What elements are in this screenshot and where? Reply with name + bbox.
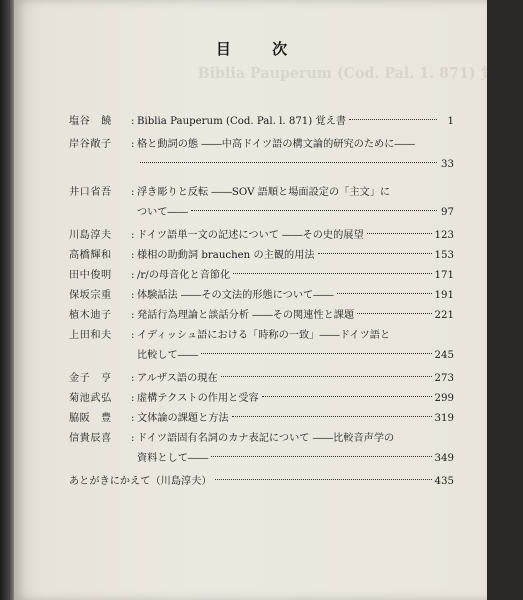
toc-entry	[69, 389, 454, 409]
toc-entry	[69, 135, 454, 175]
toc-colon: :	[131, 310, 135, 321]
toc-title: イディッシュ語における「時称の一致」――ドイツ語と	[137, 330, 391, 341]
toc-entry	[69, 112, 454, 132]
toc-entry	[69, 326, 454, 366]
toc-author: 岸谷敞子	[69, 139, 112, 150]
toc-colon: :	[131, 230, 135, 241]
toc-title: 発話行為理論と談話分析 ――その関連性と課題	[137, 310, 355, 321]
toc-page-number: 97	[441, 207, 454, 218]
toc-title: あとがきにかえて（川島淳夫）	[69, 476, 212, 487]
toc-line	[69, 472, 454, 492]
toc-title: 虚構テクストの作用と受容	[137, 393, 259, 404]
toc-line	[69, 429, 454, 449]
toc-page-number: 153	[434, 250, 454, 261]
dot-leader	[201, 353, 431, 354]
toc-line	[69, 306, 454, 326]
toc-colon: :	[131, 330, 135, 341]
toc-line	[69, 226, 454, 246]
toc-line	[69, 135, 454, 155]
dot-leader	[262, 396, 432, 397]
toc-line	[69, 112, 454, 132]
toc-title: アルザス語の現在	[137, 373, 218, 384]
toc-author: 井口省吾	[69, 187, 112, 198]
toc-page-number: 349	[434, 453, 454, 464]
toc-entry	[69, 183, 454, 223]
toc-line	[69, 183, 454, 203]
toc-author: 金子 亨	[69, 373, 112, 384]
toc-page-number: 33	[441, 159, 454, 170]
toc-page-number: 319	[434, 413, 454, 424]
dot-leader	[211, 456, 431, 457]
toc-line	[69, 203, 454, 223]
toc-title: ついて――	[137, 207, 188, 218]
table-of-contents	[69, 112, 454, 492]
toc-title: 格と動詞の態 ――中高ドイツ語の構文論的研究のために――	[137, 139, 415, 150]
toc-title: 文体論の課題と方法	[137, 413, 229, 424]
dot-leader	[215, 479, 432, 480]
toc-page-number: 1	[447, 116, 454, 127]
toc-entry	[69, 369, 454, 389]
toc-entry	[69, 246, 454, 266]
toc-colon: :	[131, 373, 135, 384]
toc-colon: :	[131, 393, 135, 404]
toc-entry	[69, 286, 454, 306]
dot-leader	[349, 119, 437, 120]
toc-entry	[69, 409, 454, 429]
toc-entry	[69, 226, 454, 246]
toc-title: 浮き彫りと反転 ――SOV 語順と場面設定の「主文」に	[137, 187, 391, 198]
toc-title: ドイツ語単一文の記述について ――その史的展望	[137, 230, 364, 241]
toc-page-number: 191	[434, 290, 454, 301]
toc-colon: :	[131, 413, 135, 424]
dot-leader	[357, 313, 431, 314]
dot-leader	[191, 210, 437, 211]
toc-entry	[69, 429, 454, 469]
toc-title: Biblia Pauperum (Cod. Pal. l. 871) 覚え書	[137, 116, 347, 127]
toc-author: 脇阪 豊	[69, 413, 112, 424]
toc-colon: :	[131, 433, 135, 444]
toc-colon: :	[131, 187, 135, 198]
dot-leader	[318, 253, 432, 254]
toc-colon: :	[131, 139, 135, 150]
toc-author: 田中俊明	[69, 270, 112, 281]
toc-colon: :	[131, 116, 135, 127]
toc-line	[69, 449, 454, 469]
toc-line	[69, 326, 454, 346]
toc-line	[69, 246, 454, 266]
toc-line	[69, 389, 454, 409]
toc-entry	[69, 472, 454, 492]
toc-page-number: 435	[434, 476, 454, 487]
toc-title: 様相の助動詞 brauchen の主観的用法	[137, 250, 315, 261]
toc-page-number: 123	[434, 230, 454, 241]
toc-author: 信貴辰喜	[69, 433, 112, 444]
toc-colon: :	[131, 270, 135, 281]
toc-author: 植木迪子	[69, 310, 112, 321]
toc-author: 高橋輝和	[69, 250, 112, 261]
toc-author: 菊池武弘	[69, 393, 112, 404]
toc-entry	[69, 306, 454, 326]
toc-line	[69, 155, 454, 175]
toc-line	[69, 369, 454, 389]
toc-title: ドイツ語固有名詞のカナ表記について ――比較音声学の	[137, 433, 395, 444]
toc-colon: :	[131, 250, 135, 261]
toc-author: 川島淳夫	[69, 230, 112, 241]
toc-entry	[69, 266, 454, 286]
toc-page-number: 171	[434, 270, 454, 281]
toc-page-number: 273	[434, 373, 454, 384]
toc-line	[69, 346, 454, 366]
dot-leader	[140, 162, 437, 163]
toc-page-number: 221	[434, 310, 454, 321]
toc-page-number: 299	[434, 393, 454, 404]
toc-author: 保坂宗重	[69, 290, 112, 301]
dot-leader	[367, 233, 432, 234]
toc-author: 塩谷 饒	[69, 116, 112, 127]
show-through-text: Biblia Pauperum (Cod. Pal. 1. 871) 覚え書	[197, 64, 523, 82]
toc-title: 資料として――	[137, 453, 209, 464]
page-title: 目 次	[215, 40, 306, 58]
toc-title: 体験話法 ――その文法的形態について――	[137, 290, 334, 301]
toc-line	[69, 409, 454, 429]
book-page	[14, 0, 523, 600]
toc-page-number: 245	[434, 350, 454, 361]
toc-colon: :	[131, 290, 135, 301]
toc-title: /r/の母音化と音節化	[137, 270, 231, 281]
dot-leader	[232, 416, 432, 417]
toc-title: 比較して――	[137, 350, 199, 361]
dot-leader	[337, 293, 432, 294]
toc-line	[69, 286, 454, 306]
toc-author: 上田和夫	[69, 330, 112, 341]
book-spine-shadow	[0, 0, 14, 600]
dot-leader	[233, 273, 431, 274]
dot-leader	[221, 376, 432, 377]
toc-line	[69, 266, 454, 286]
